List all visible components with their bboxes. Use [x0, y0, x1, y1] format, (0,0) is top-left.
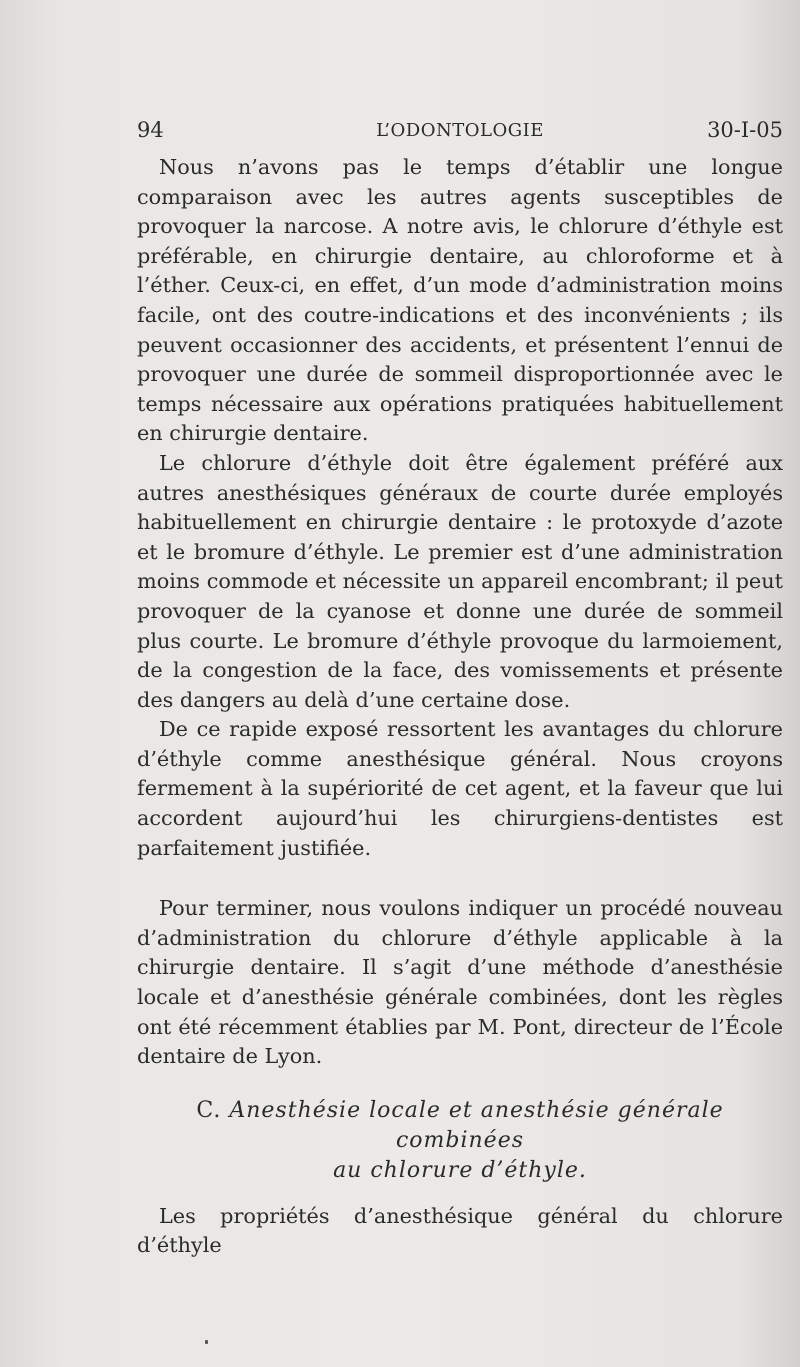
page-number: 94 [137, 118, 164, 142]
issue-date: 30-I-05 [707, 118, 783, 142]
section-letter: C. [196, 1097, 222, 1123]
journal-title: L’ODONTOLOGIE [376, 120, 544, 141]
ink-speck [205, 1340, 208, 1344]
page-body [137, 153, 783, 1261]
running-header [137, 118, 783, 146]
section-title-line2: au chlorure d’éthyle. [333, 1157, 587, 1183]
section-heading [137, 1096, 783, 1186]
paragraph: Nous n’avons pas le temps d’établir une longue comparaison avec les autres agents susceptibles de provoquer la narcose. A notre avis, le chlorure d’éthyle est préférable, en chirurgie dentaire, au chloroforme et à l’éther. Ceux-ci, en effet, d’un mode d’administration moins facile, ont des coutre-indications et des inconvénients ; ils peuvent occasionner des accidents, et présentent l’ennui de provoquer une durée de sommeil disproportionnée avec le temps nécessaire aux opérations pratiquées habituellement en chirurgie dentaire. [137, 155, 783, 446]
paragraph: De ce rapide exposé ressortent les avantages du chlorure d’éthyle comme anesthésique général. Nous croyons fermement à la supériorité de cet agent, et la faveur que lui accordent aujourd’hui les chirurgiens-dentistes est parfaitement justifiée. [137, 717, 783, 860]
section-title-line1: Anesthésie locale et anesthésie générale combinées [229, 1097, 724, 1153]
paragraph: Pour terminer, nous voulons indiquer un procédé nouveau d’administration du chlorure d’éthyle applicable à la chirurgie dentaire. Il s’agit d’une méthode d’anesthésie locale et d’anesthésie générale combinées, dont les règles ont été récemment établies par M. Pont, directeur de l’École dentaire de Lyon. [137, 896, 783, 1069]
paragraph: Les propriétés d’anesthésique général du chlorure d’éthyle [137, 1203, 783, 1258]
paragraph: Le chlorure d’éthyle doit être également préféré aux autres anesthésiques généraux de courte durée employés habituellement en chirurgie dentaire : le protoxyde d’azote et le bromure d’éthyle. Le premier est d’une administration moins commode et nécessite un appareil encombrant; il peut provoquer de la cyanose et donne une durée de sommeil plus courte. Le bromure d’éthyle provoque du larmoiement, de la congestion de la face, des vomissements et présente des dangers au delà d’une certaine dose. [137, 450, 783, 712]
